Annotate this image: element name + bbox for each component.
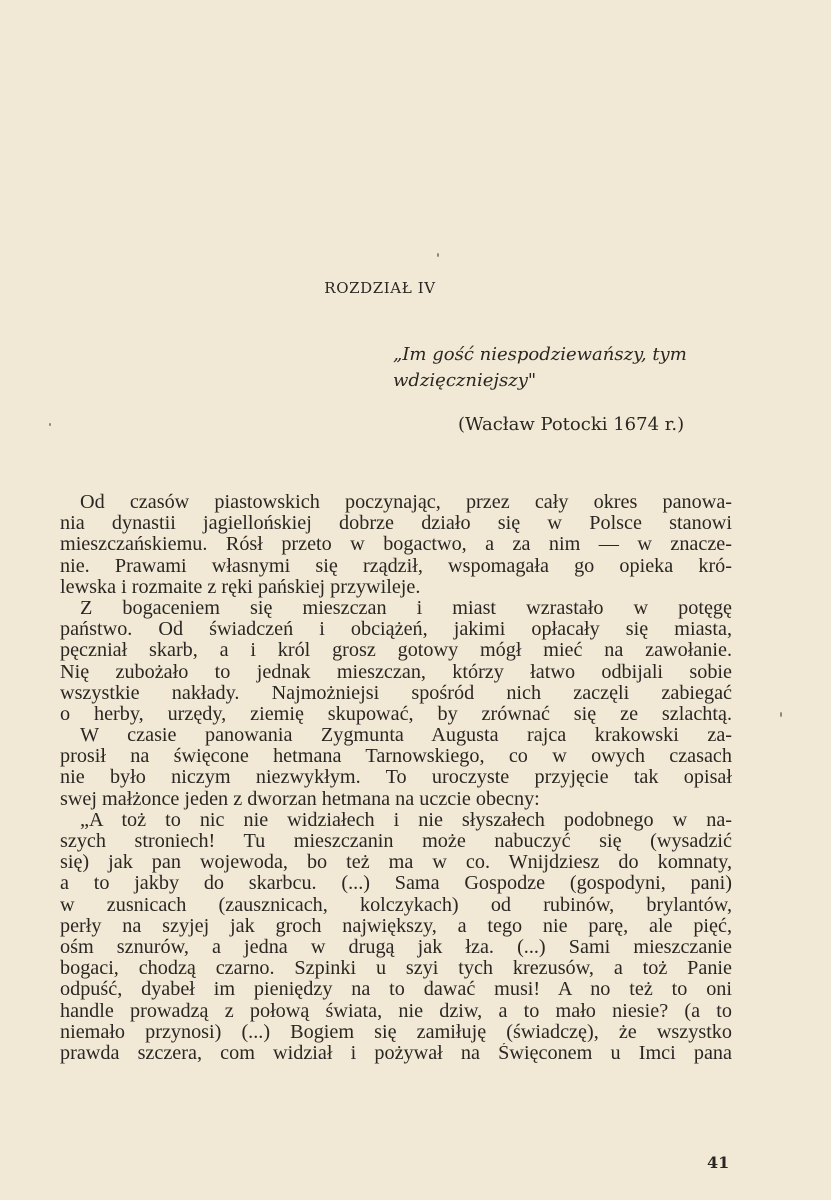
text-line: W czasie panowania Zygmunta Augusta rajca krakowski za-	[80, 725, 732, 747]
text-line: perły na szyjej jak groch największy, a tego nie parę, ale pięć,	[60, 915, 732, 937]
text-line: odpuść, dyabeł im pieniędzy na to dawać musi! A no też to oni	[60, 979, 732, 1001]
paper-speck	[437, 253, 439, 257]
text-line: handle prowadzą z połową świata, nie dziw, a to mało niesie? (a to	[60, 1000, 732, 1022]
text-line: swej małżonce jeden z dworzan hetmana na uczcie obecny:	[60, 787, 540, 810]
epigraph-source: (Wacław Potocki 1674 r.)	[458, 414, 685, 435]
text-line: a to jakby do skarbcu. (...) Sama Gospodze (gospodyni, pani)	[60, 873, 732, 895]
text-line: państwo. Od świadczeń i obciążeń, jakimi opłacały się miasta,	[60, 619, 732, 641]
body-text	[60, 492, 732, 1064]
text-line: szych stroniech! Tu mieszczanin może nabuczyć się (wysadzić	[60, 831, 732, 852]
text-line: bogaci, chodzą czarno. Szpinki u szyi tych krezusów, a toż Panie	[60, 958, 732, 980]
text-line: wszystkie nakłady. Najmożniejsi spośród nich zaczęli zabiegać	[60, 682, 732, 704]
text-line: ośm sznurów, a jedna w drugą jak łza. (...) Sami mieszczanie	[60, 936, 732, 958]
text-line: nia dynastii jagiellońskiej dobrze działo się w Polsce stanowi	[60, 513, 732, 535]
paper-speck	[780, 712, 782, 717]
text-line: Nię zubożało to jednak mieszczan, którzy łatwo odbijali sobie	[60, 661, 732, 683]
chapter-heading: ROZDZIAŁ IV	[324, 279, 436, 297]
text-line: Od czasów piastowskich poczynając, przez cały okres panowa-	[80, 492, 732, 513]
text-line: o herby, urzędy, ziemię skupować, by zrównać się ze szlachtą.	[60, 703, 732, 725]
text-line: nie było niczym niezwykłym. To uroczyste przyjęcie tak opisał	[60, 767, 732, 789]
epigraph-line: „Im gość niespodziewańszy, tym	[393, 344, 687, 365]
paper-speck	[49, 423, 51, 426]
text-line: nie. Prawami własnymi się rządził, wspomagała go opieka kró-	[60, 555, 732, 577]
text-line: „A toż to nic nie widziałech i nie słyszałech podobnego w na-	[80, 809, 732, 831]
text-line: prawda szczera, com widział i pożywał na Święconem u Imci pana	[60, 1042, 732, 1064]
text-line: Z bogaceniem się mieszczan i miast wzrastało w potęgę	[80, 597, 732, 619]
text-line: w zusnicach (zausznicach, kolczykach) od rubinów, brylantów,	[60, 894, 732, 916]
text-line: pęczniał skarb, a i król grosz gotowy mógł mieć na zawołanie.	[60, 640, 732, 662]
page-number: 41	[707, 1153, 730, 1172]
epigraph-quote	[393, 342, 753, 394]
text-line: prosił na święcone hetmana Tarnowskiego, co w owych czasach	[60, 746, 732, 768]
text-line: się) jak pan wojewoda, bo też ma w co. Wnijdziesz do komnaty,	[60, 852, 732, 874]
epigraph-line: wdzięczniejszy"	[393, 370, 537, 391]
text-line: lewska i rozmaite z ręki pańskiej przywileje.	[60, 575, 421, 598]
text-line: niemało przynosi) (...) Bogiem się zamiłuję (świadczę), że wszystko	[60, 1021, 732, 1043]
text-line: mieszczańskiemu. Rósł przeto w bogactwo, a za nim — w znacze-	[60, 534, 732, 556]
